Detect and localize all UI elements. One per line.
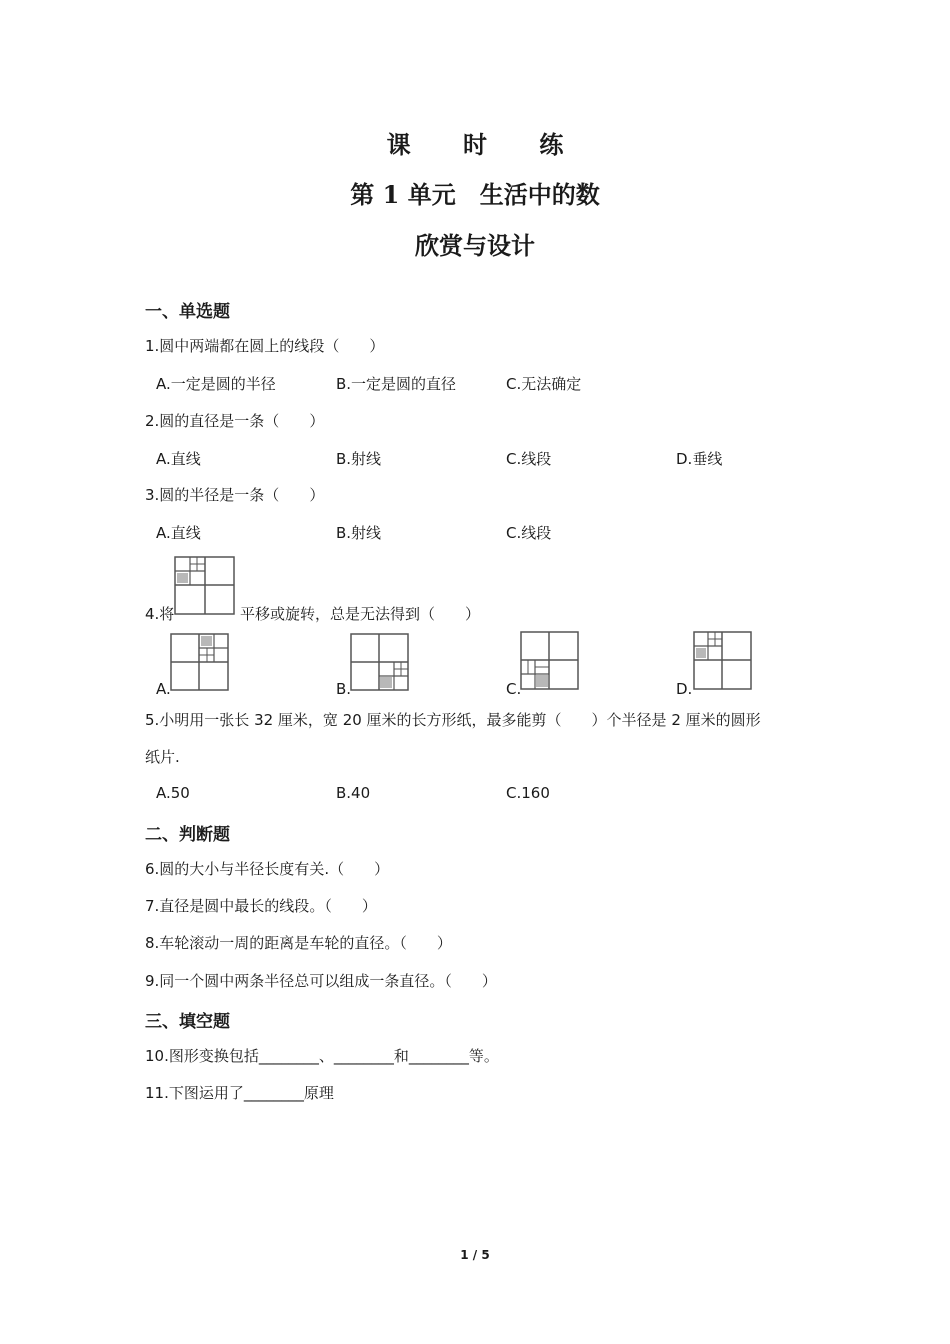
q4-source-figure [174, 556, 236, 616]
q3-option-b: B.射线 [336, 524, 382, 542]
q2-option-a: A.直线 [156, 450, 201, 468]
question-6: 6.圆的大小与半径长度有关.（ ） [145, 860, 390, 878]
q1-option-a: A.一定是圆的半径 [156, 375, 276, 393]
q2-option-d: D.垂线 [676, 450, 723, 468]
q4-option-b-label: B. [336, 680, 352, 698]
q4-option-d-label: D. [676, 680, 693, 698]
question-9: 9.同一个圆中两条半径总可以组成一条直径。（ ） [145, 972, 497, 990]
section-fill-blank: 三、填空题 [145, 1012, 230, 1032]
q5-option-b: B.40 [336, 784, 371, 802]
q4-option-a-figure [170, 633, 230, 691]
question-5-line1: 5.小明用一张长 32 厘米，宽 20 厘米的长方形纸，最多能剪（ ）个半径是 2 厘米的圆形 [145, 711, 761, 729]
q4-option-a-label: A. [156, 680, 171, 698]
q4-option-b-figure [350, 633, 410, 691]
question-11: 11.下图运用了________原理 [145, 1084, 334, 1102]
question-2: 2.圆的直径是一条（ ） [145, 412, 325, 430]
q4-option-c-figure [520, 631, 580, 691]
header-title: 课 时 练 [386, 130, 586, 159]
q1-option-b: B.一定是圆的直径 [336, 375, 457, 393]
question-7: 7.直径是圆中最长的线段。（ ） [145, 897, 377, 915]
q3-option-c: C.线段 [506, 524, 552, 542]
question-4-prefix: 4.将 [145, 605, 175, 623]
q5-option-c: C.160 [506, 784, 550, 802]
lesson-title: 欣赏与设计 [415, 231, 535, 260]
q4-option-c-label: C. [506, 680, 522, 698]
question-3: 3.圆的半径是一条（ ） [145, 486, 325, 504]
question-5-line2: 纸片. [145, 748, 180, 766]
question-4-suffix: 平移或旋转，总是无法得到（ ） [240, 605, 481, 623]
question-1: 1.圆中两端都在圆上的线段（ ） [145, 337, 385, 355]
question-10: 10.图形变换包括________、________和________等。 [145, 1047, 499, 1065]
section-single-choice: 一、单选题 [145, 302, 230, 322]
q3-option-a: A.直线 [156, 524, 201, 542]
unit-title: 第 1 单元 生活中的数 [350, 180, 600, 209]
q1-option-c: C.无法确定 [506, 375, 582, 393]
q2-option-c: C.线段 [506, 450, 552, 468]
q2-option-b: B.射线 [336, 450, 382, 468]
section-true-false: 二、判断题 [145, 825, 230, 845]
page-number: 1 / 5 [460, 1248, 490, 1262]
q4-option-d-figure [693, 631, 753, 691]
q5-option-a: A.50 [156, 784, 190, 802]
question-8: 8.车轮滚动一周的距离是车轮的直径。（ ） [145, 934, 452, 952]
